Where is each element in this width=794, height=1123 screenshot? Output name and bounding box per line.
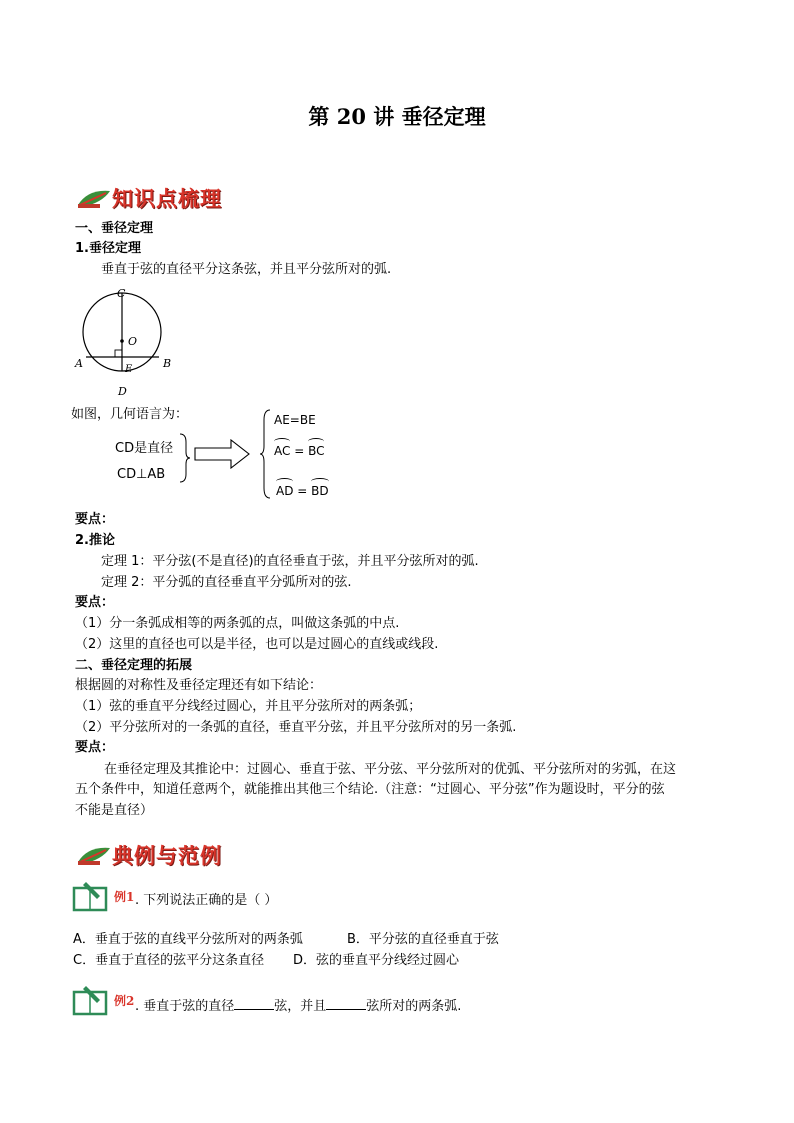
conclusion-1: （1）弦的垂直平分线经过圆心，并且平分弦所对的两条弧；: [75, 699, 422, 714]
yaodian-3: 要点：: [75, 740, 115, 755]
example-1-label: 例1: [114, 890, 135, 904]
sub1-heading: 1.垂径定理: [75, 241, 141, 256]
circle-figure: [72, 284, 182, 400]
section1-heading: 一、垂径定理: [75, 221, 154, 236]
point-2: （2）这里的直径也可以是半径，也可以是过圆心的直线或线段.: [75, 637, 439, 652]
example-1-question: . 下列说法正确的是（ ）: [135, 893, 278, 908]
arc-bc: BC: [308, 444, 325, 458]
result-arc-ad-bd: AD = BD: [276, 484, 329, 498]
point-1: （1）分一条弧成相等的两条弧的点，叫做这条弧的中点.: [75, 616, 400, 631]
knowledge-banner-text: 知识点梳理: [112, 187, 222, 211]
label-B: B: [163, 357, 172, 370]
result-arc-ac-bc: AC = BC: [274, 444, 325, 458]
sub2-heading: 2.推论: [75, 533, 115, 548]
section2-intro: 根据圆的对称性及垂径定理还有如下结论：: [75, 678, 323, 693]
left-brace: [258, 408, 272, 500]
answer-blank-1[interactable]: [234, 997, 274, 1010]
result-ae-be: AE=BE: [274, 413, 316, 427]
geometry-intro: 如图，几何语言为：: [71, 407, 189, 422]
example-2-question: . 垂直于弦的直径 弦，并且 弦所对的两条弧.: [135, 999, 462, 1014]
leaf-icon: [76, 187, 112, 209]
label-O: O: [128, 335, 138, 348]
section2-heading: 二、垂径定理的拓展: [75, 658, 193, 673]
condition-diameter: CD是直径: [115, 441, 174, 456]
yaodian-1: 要点：: [75, 512, 115, 527]
book-pencil-icon: [72, 880, 110, 912]
examples-banner: [76, 840, 222, 870]
note-line-1: 在垂径定理及其推论中：过圆心、垂直于弦、平分弦、平分弦所对的优弧、平分弦所对的劣弧，在这: [104, 762, 677, 777]
theorem-1: 定理 1：平分弦(不是直径)的直径垂直于弦，并且平分弦所对的弧.: [101, 554, 479, 569]
note-line-2: 五个条件中，知道任意两个，就能推出其他三个结论.（注意：“过圆心、平分弦”作为题设时，平分的弦: [75, 782, 665, 797]
option-c: C．垂直于直径的弦平分这条直径: [73, 953, 265, 968]
leaf-icon: [76, 844, 112, 866]
answer-blank-2[interactable]: [326, 997, 366, 1010]
examples-banner-text: 典例与范例: [112, 844, 222, 868]
condition-perpendicular: CD⊥AB: [117, 467, 166, 482]
option-a: A．垂直于弦的直线平分弦所对的两条弧: [73, 932, 303, 947]
theorem-2: 定理 2：平分弧的直径垂直平分弧所对的弦.: [101, 575, 352, 590]
implies-arrow: [193, 438, 253, 470]
yaodian-2: 要点：: [75, 595, 115, 610]
label-D: D: [118, 385, 127, 398]
label-E: E: [125, 364, 133, 375]
example-2-label: 例2: [114, 994, 135, 1008]
arc-bd: BD: [311, 484, 329, 498]
knowledge-banner: [76, 183, 222, 213]
book-pencil-icon: [72, 984, 110, 1016]
note-line-3: 不能是直径）: [75, 803, 154, 818]
arc-ad: AD: [276, 484, 294, 498]
option-d: D．弦的垂直平分线经过圆心: [293, 953, 460, 968]
arc-ac: AC: [274, 444, 291, 458]
page-title: 第 20 讲 垂径定理: [308, 104, 486, 129]
option-b: B．平分弦的直径垂直于弦: [347, 932, 499, 947]
label-A: A: [75, 357, 83, 370]
label-C: C: [117, 287, 126, 300]
theorem-statement: 垂直于弦的直径平分这条弦，并且平分弦所对的弧.: [101, 262, 392, 277]
conclusion-2: （2）平分弦所对的一条弧的直径，垂直平分弦，并且平分弦所对的另一条弧.: [75, 720, 517, 735]
right-brace: [178, 432, 192, 484]
